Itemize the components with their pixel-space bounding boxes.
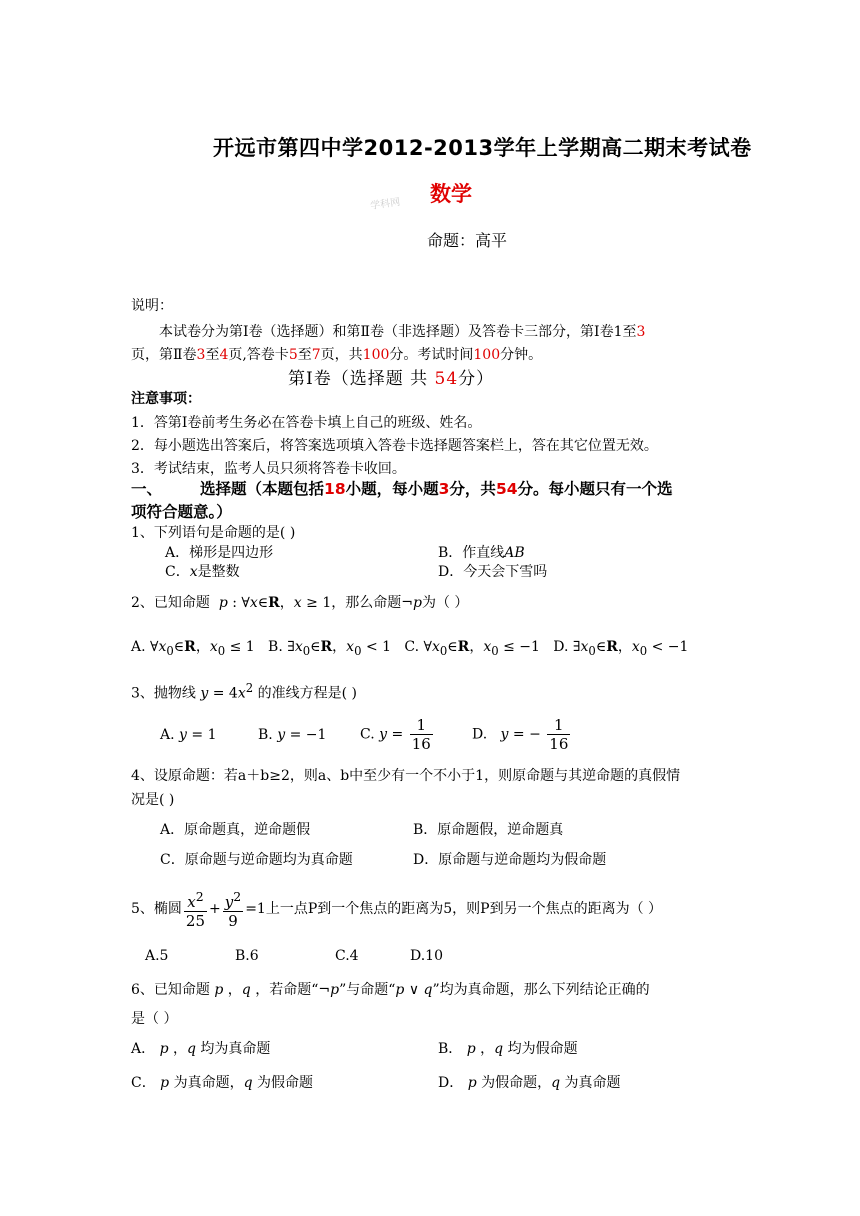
- q4-option-c: C．原命题与逆命题均为真命题: [160, 852, 353, 868]
- q3-option-d: D. y = − $\frac{1}{16}$: [472, 716, 569, 753]
- q5-option-a: A.5: [145, 948, 169, 964]
- exam-author: 命题：高平: [427, 231, 508, 250]
- q2-options: A. $\forall x_0\in R$，$x_0 \le 1$ B. $\exists x_0\in R$，$x_0 < 1$ C. $\forall x_0\in R$，$x_0 \le -1$ D. $\exists x_0\in R$，$x_0 < -1$: [131, 639, 689, 658]
- q4-stem-line-2: 况是( ): [131, 792, 175, 808]
- q3-stem: 3、抛物线 $y = 4x^2$ 的准线方程是( ): [131, 681, 357, 702]
- q1-option-c: C．x是整数: [165, 564, 240, 580]
- part-1-heading-line-2: 项符合题意。）: [131, 503, 232, 521]
- q6-option-a: A． p ，q 均为真命题: [131, 1041, 271, 1057]
- q3-option-c: C. y = $\frac{1}{16}$: [360, 716, 431, 753]
- q6-option-b: B． p ，q 均为假命题: [438, 1041, 578, 1057]
- part-1-heading: 一、 选择题（本题包括18小题，每小题3分，共54分。每小题只有一个选: [131, 480, 673, 498]
- q4-stem-line-1: 4、设原命题：若a＋b≥2，则a、b中至少有一个不小于1，则原命题与其逆命题的真假情: [131, 768, 681, 784]
- q6-option-c: C． p 为真命题，q 为假命题: [131, 1075, 314, 1091]
- q3-option-b: B. y = −1: [258, 727, 327, 743]
- q5-option-b: B.6: [235, 948, 259, 964]
- section-1-heading: 第Ⅰ卷（选择题 共 54分）: [288, 369, 495, 389]
- q3-option-a: A. y = 1: [160, 727, 217, 743]
- q1-option-d: D．今天会下雪吗: [438, 564, 548, 580]
- q1-stem: 1、下列语句是命题的是( ): [131, 525, 296, 541]
- note-2: 2．每小题选出答案后，将答案选项填入答卷卡选择题答案栏上，答在其它位置无效。: [131, 438, 658, 454]
- q2-stem: 2、已知命题 p : ∀x∈R，x ≥ 1，那么命题¬p为（ ）: [131, 595, 469, 611]
- intro-line-2: 页，第Ⅱ卷3至4页,答卷卡5至7页，共100分。考试时间100分钟。: [131, 347, 543, 363]
- q6-stem-line-1: 6、已知命题 p ，q ，若命题“¬p”与命题“p ∨ q”均为真命题，那么下列结论正确的: [131, 982, 650, 998]
- notes-label: 注意事项：: [131, 391, 201, 407]
- q5-option-c: C.4: [335, 948, 359, 964]
- q5-stem: 5、椭圆 $\frac{x^2}{25}$ + $\frac{y^2}{9}$ =1上一点P到一个焦点的距离为5，则P到另一个焦点的距离为（ ）: [131, 889, 663, 930]
- q4-option-a: A．原命题真，逆命题假: [160, 822, 311, 838]
- q5-option-d: D.10: [410, 948, 443, 964]
- note-3: 3．考试结束，监考人员只须将答卷卡收回。: [131, 461, 406, 477]
- q4-option-d: D．原命题与逆命题均为假命题: [413, 852, 607, 868]
- q6-stem-line-2: 是（ ）: [131, 1011, 178, 1027]
- note-1: 1．答第Ⅰ卷前考生务必在答卷卡填上自己的班级、姓名。: [131, 415, 482, 431]
- q4-option-b: B．原命题假，逆命题真: [413, 822, 564, 838]
- q1-option-a: A．梯形是四边形: [165, 545, 274, 561]
- exam-subject: 数学: [430, 182, 472, 206]
- q6-option-d: D． p 为假命题，q 为真命题: [438, 1075, 621, 1091]
- exam-title: 开远市第四中学2012-2013学年上学期高二期末考试卷: [213, 136, 752, 160]
- intro-label: 说明：: [131, 298, 173, 314]
- intro-line-1: 本试卷分为第Ⅰ卷（选择题）和第Ⅱ卷（非选择题）及答卷卡三部分，第Ⅰ卷1至3: [159, 324, 646, 340]
- watermark: 学科网: [369, 196, 401, 213]
- q1-option-b: B．作直线AB: [438, 545, 525, 561]
